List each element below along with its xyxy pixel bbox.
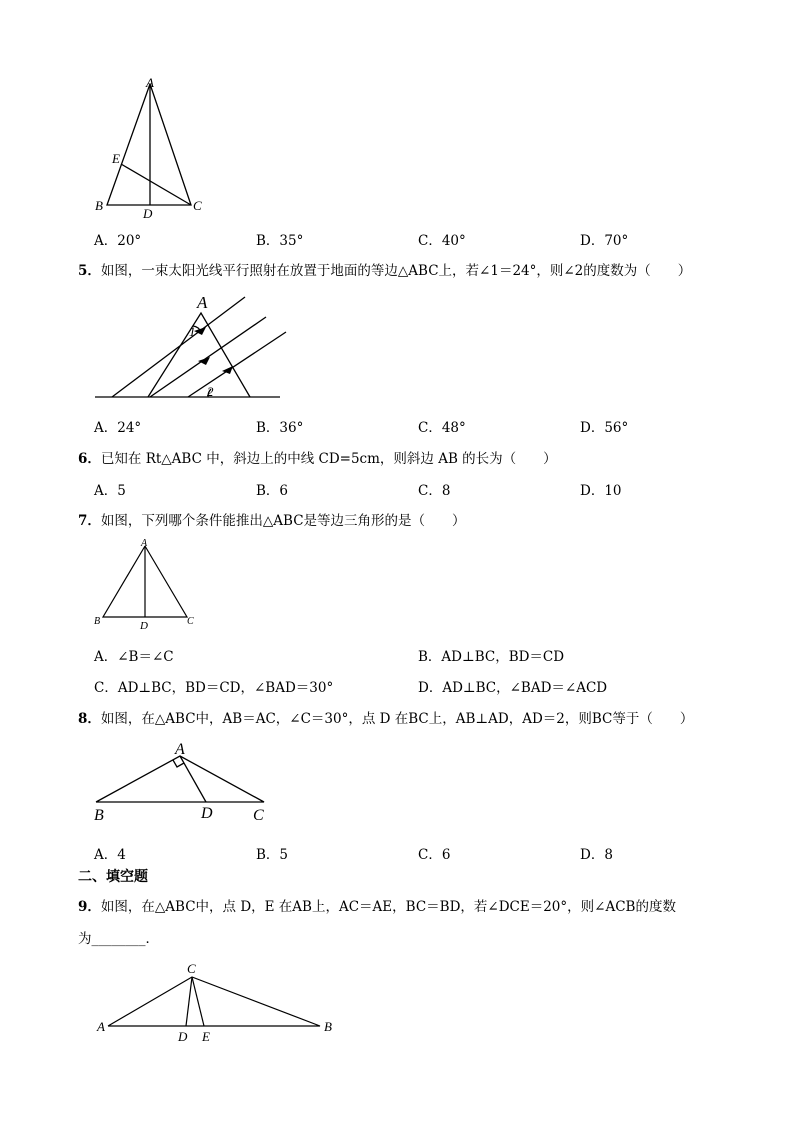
q9-label-c: C xyxy=(187,961,196,976)
q6-text: 已知在 Rt△ABC 中，斜边上的中线 CD=5cm，则斜边 AB 的长为（ ） xyxy=(100,451,557,467)
q5-figure xyxy=(90,290,290,405)
q6-option-d[interactable]: D．10 xyxy=(580,483,622,499)
q4-label-a: A xyxy=(146,75,154,90)
q5-option-d[interactable]: D．56° xyxy=(580,420,629,436)
q4-label-c: C xyxy=(193,198,202,213)
q8-label-a: A xyxy=(175,741,185,758)
q5-option-c[interactable]: C．48° xyxy=(418,420,466,436)
q6-option-c[interactable]: C．8 xyxy=(418,483,451,499)
q7-label-b: B xyxy=(94,616,101,627)
q9-question xyxy=(78,895,676,915)
q8-label-d: D xyxy=(201,805,213,822)
q9-figure xyxy=(90,958,350,1053)
q9-number: 9． xyxy=(78,899,101,915)
q9-text: 如图，在△ABC中，点 D，E 在AB上，AC＝AE，BC＝BD，若∠DCE＝20°，则∠ACB的度数 xyxy=(100,899,676,915)
q8-option-a[interactable]: A．4 xyxy=(94,847,126,863)
q6-number: 6． xyxy=(78,451,101,467)
q6-question xyxy=(78,447,557,467)
q4-option-d[interactable]: D．70° xyxy=(580,233,629,249)
q8-option-d[interactable]: D．8 xyxy=(580,847,613,863)
q7-option-a[interactable]: A．∠B＝∠C xyxy=(94,649,174,665)
q5-option-b[interactable]: B．36° xyxy=(256,420,304,436)
section-2-title: 二、填空题 xyxy=(78,869,148,885)
q9-label-d: D xyxy=(178,1029,188,1044)
q9-question-line2: 为________． xyxy=(78,931,159,947)
q4-option-c[interactable]: C．40° xyxy=(418,233,466,249)
q6-option-a[interactable]: A．5 xyxy=(94,483,126,499)
q7-option-b[interactable]: B．AD⊥BC，BD＝CD xyxy=(418,649,565,665)
q5-option-a[interactable]: A．24° xyxy=(94,420,142,436)
q5-number: 5． xyxy=(78,263,101,279)
q7-figure xyxy=(90,535,205,635)
q5-question xyxy=(78,259,691,279)
q8-figure xyxy=(88,738,273,826)
q4-option-a[interactable]: A．20° xyxy=(94,233,142,249)
q7-label-d: D xyxy=(140,620,148,632)
q7-option-d[interactable]: D．AD⊥BC，∠BAD＝∠ACD xyxy=(418,680,608,696)
q8-option-c[interactable]: C．6 xyxy=(418,847,451,863)
q7-label-c: C xyxy=(187,616,194,627)
q8-label-b: B xyxy=(94,807,104,824)
q7-text: 如图，下列哪个条件能推出△ABC是等边三角形的是（ ） xyxy=(100,513,466,529)
q8-text: 如图，在△ABC中，AB＝AC，∠C＝30°，点 D 在BC上，AB⊥AD，AD＝2，则BC等于（ ） xyxy=(100,711,694,727)
q5-label-a: A xyxy=(197,293,208,312)
q4-label-e: E xyxy=(112,151,120,166)
q5-text: 如图，一束太阳光线平行照射在放置于地面的等边△ABC上，若∠1＝24°，则∠2的度数为（ ） xyxy=(100,263,692,279)
q4-label-b: B xyxy=(95,198,103,213)
q7-question xyxy=(78,509,466,529)
q6-option-b[interactable]: B．6 xyxy=(256,483,289,499)
q8-label-c: C xyxy=(253,807,264,824)
q4-label-d: D xyxy=(143,206,153,221)
q9-label-a: A xyxy=(97,1019,105,1034)
q9-label-b: B xyxy=(324,1019,332,1034)
q4-option-b[interactable]: B．35° xyxy=(256,233,304,249)
q5-label-1: 1 xyxy=(189,324,196,339)
q8-option-b[interactable]: B．5 xyxy=(256,847,289,863)
q4-figure xyxy=(90,72,220,222)
q8-question xyxy=(78,707,693,727)
q9-label-e: E xyxy=(202,1029,210,1044)
q7-option-c[interactable]: C．AD⊥BC，BD＝CD，∠BAD＝30° xyxy=(94,680,334,696)
q8-number: 8． xyxy=(78,711,101,727)
q7-number: 7． xyxy=(78,513,101,529)
q7-label-a: A xyxy=(141,538,148,549)
q5-label-2: 2 xyxy=(207,384,214,399)
